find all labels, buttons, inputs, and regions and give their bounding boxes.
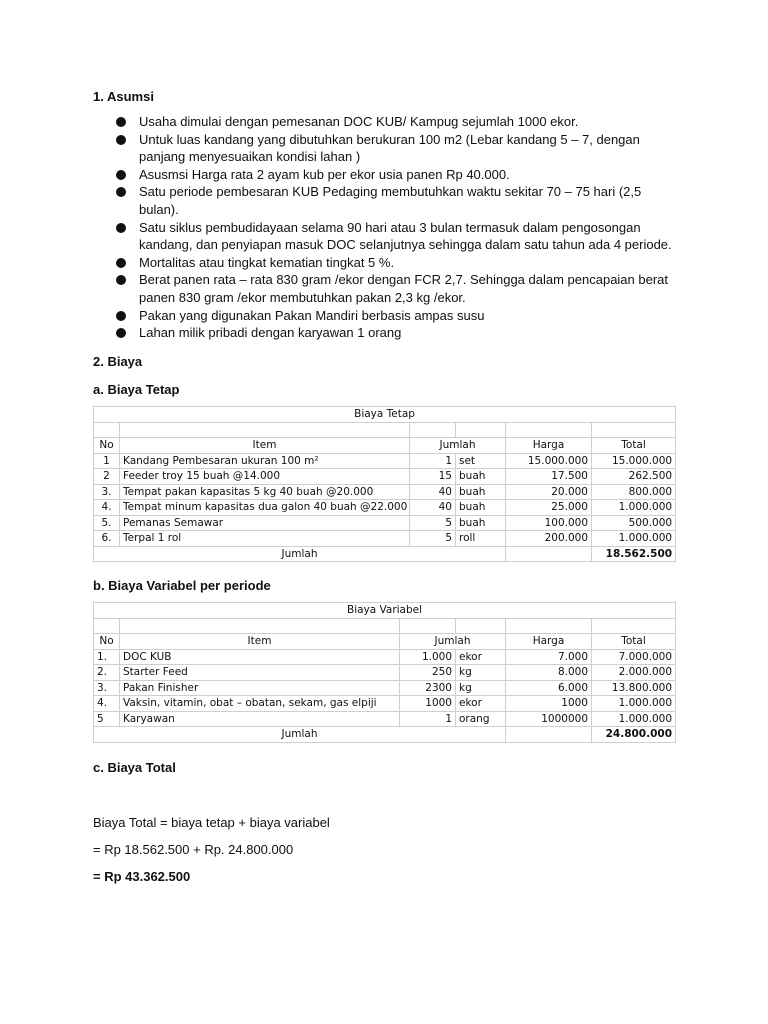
variable-cost-table xyxy=(93,602,675,743)
total-result: = Rp 43.362.500 xyxy=(93,869,191,884)
table-row: 3. Tempat pakan kapasitas 5 kg 40 buah @20.000 40 buah 20.000 800.000 xyxy=(94,484,676,500)
total-formula: Biaya Total = biaya tetap + biaya variabel xyxy=(93,815,330,830)
table-title: Biaya Variabel xyxy=(94,603,676,619)
list-item: Mortalitas atau tingkat kematian tingkat 5 %. xyxy=(112,254,672,272)
list-item: Lahan milik pribadi dengan karyawan 1 orang xyxy=(112,324,672,342)
table-sum-row: Jumlah 18.562.500 xyxy=(94,546,676,562)
table-row: 4. Tempat minum kapasitas dua galon 40 buah @22.000 40 buah 25.000 1.000.000 xyxy=(94,500,676,516)
list-item: Untuk luas kandang yang dibutuhkan berukuran 100 m2 (Lebar kandang 5 – 7, dengan panjang menyesuaikan kondisi lahan ) xyxy=(112,131,672,166)
section-heading-asumsi: 1. Asumsi xyxy=(93,89,154,104)
column-header-total: Total xyxy=(592,438,676,454)
section-heading-biaya-total: c. Biaya Total xyxy=(93,760,176,775)
column-header-no: No xyxy=(94,438,120,454)
table-row: 6. Terpal 1 rol 5 roll 200.000 1.000.000 xyxy=(94,531,676,547)
column-header-no: No xyxy=(94,634,120,650)
list-item: Satu periode pembesaran KUB Pedaging membutuhkan waktu sekitar 70 – 75 hari (2,5 bulan). xyxy=(112,183,672,218)
bullet-icon xyxy=(116,170,126,180)
list-item: Usaha dimulai dengan pemesanan DOC KUB/ Kampug sejumlah 1000 ekor. xyxy=(112,113,672,131)
bullet-icon xyxy=(116,311,126,321)
bullet-icon xyxy=(116,135,126,145)
list-item: Pakan yang digunakan Pakan Mandiri berbasis ampas susu xyxy=(112,307,672,325)
bullet-icon xyxy=(116,328,126,338)
bullet-icon xyxy=(116,117,126,127)
table-title: Biaya Tetap xyxy=(94,407,676,423)
column-header-item: Item xyxy=(120,438,410,454)
table-sum-row: Jumlah 24.800.000 xyxy=(94,727,676,743)
column-header-harga: Harga xyxy=(506,634,592,650)
column-header-harga: Harga xyxy=(506,438,592,454)
table-row: 5 Karyawan 1 orang 1000000 1.000.000 xyxy=(94,711,676,727)
section-heading-biaya-tetap: a. Biaya Tetap xyxy=(93,382,180,397)
column-header-jumlah: Jumlah xyxy=(400,634,506,650)
list-item: Berat panen rata – rata 830 gram /ekor dengan FCR 2,7. Sehingga dalam pencapaian berat panen 830 gram /ekor membutuhkan pakan 2,3 kg /ekor. xyxy=(112,271,672,306)
bullet-icon xyxy=(116,223,126,233)
fixed-cost-table xyxy=(93,406,675,562)
table-row: 3. Pakan Finisher 2300 kg 6.000 13.800.000 xyxy=(94,680,676,696)
table-row: 1. DOC KUB 1.000 ekor 7.000 7.000.000 xyxy=(94,649,676,665)
section-heading-biaya-variabel: b. Biaya Variabel per periode xyxy=(93,578,271,593)
table-row: 2 Feeder troy 15 buah @14.000 15 buah 17.500 262.500 xyxy=(94,469,676,485)
assumption-list xyxy=(112,113,672,342)
total-calculation: = Rp 18.562.500 + Rp. 24.800.000 xyxy=(93,842,294,857)
table-row: 5. Pemanas Semawar 5 buah 100.000 500.000 xyxy=(94,515,676,531)
list-item: Satu siklus pembudidayaan selama 90 hari atau 3 bulan termasuk dalam pengosongan kandang, dan penyiapan masuk DOC selanjutnya sehingga dalam satu tahun ada 4 periode. xyxy=(112,219,672,254)
table-row: 2. Starter Feed 250 kg 8.000 2.000.000 xyxy=(94,665,676,681)
table-row: 1 Kandang Pembesaran ukuran 100 m² 1 set 15.000.000 15.000.000 xyxy=(94,453,676,469)
list-item: Asusmsi Harga rata 2 ayam kub per ekor usia panen Rp 40.000. xyxy=(112,166,672,184)
bullet-icon xyxy=(116,258,126,268)
column-header-item: Item xyxy=(120,634,400,650)
bullet-icon xyxy=(116,187,126,197)
column-header-jumlah: Jumlah xyxy=(410,438,506,454)
section-heading-biaya: 2. Biaya xyxy=(93,354,143,369)
column-header-total: Total xyxy=(592,634,676,650)
table-row: 4. Vaksin, vitamin, obat – obatan, sekam, gas elpiji 1000 ekor 1000 1.000.000 xyxy=(94,696,676,712)
bullet-icon xyxy=(116,275,126,285)
